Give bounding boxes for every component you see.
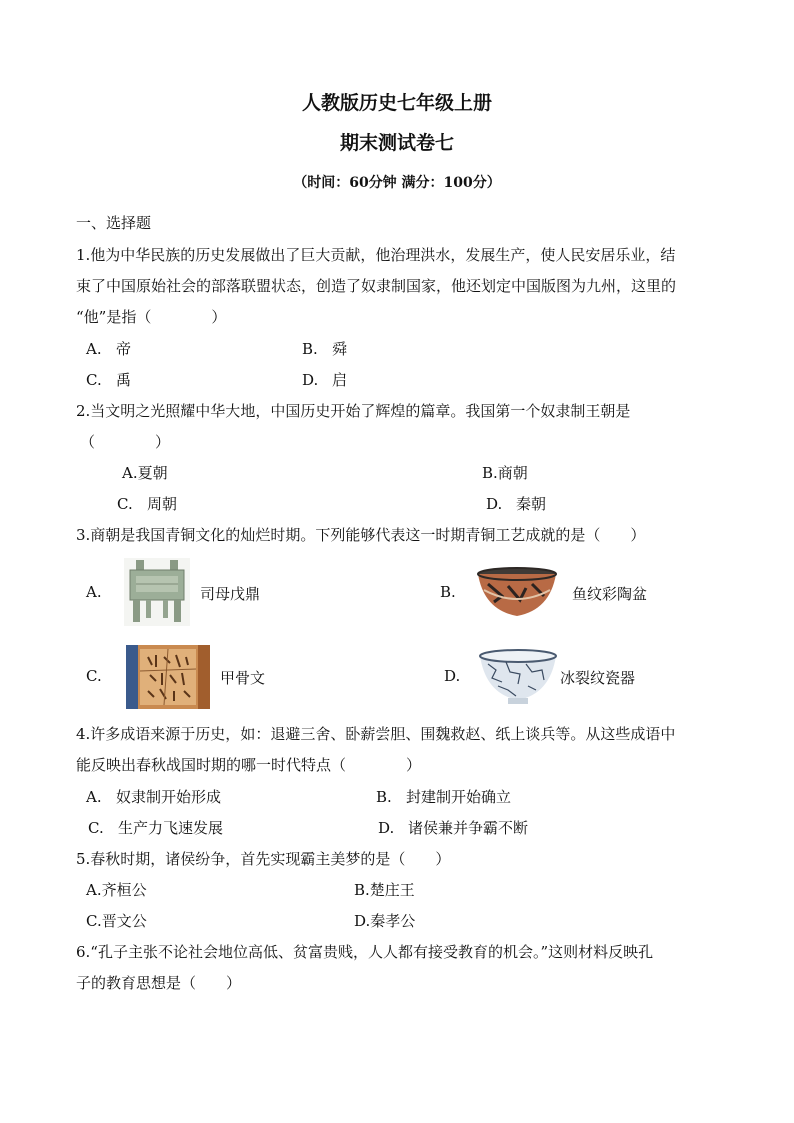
option-text: 生产力飞速发展 — [118, 819, 224, 837]
option-letter: D. — [354, 912, 371, 930]
option-letter: B. — [376, 788, 392, 806]
crackle-porcelain-image — [476, 648, 560, 706]
option-text: 秦朝 — [516, 495, 547, 513]
option-letter: A. — [86, 788, 102, 806]
q3-line-1: 3.商朝是我国青铜文化的灿烂时期。下列能够代表这一时期青铜工艺成就的是（ ） — [76, 526, 646, 544]
q5-line-1: 5.春秋时期，诸侯纷争，首先实现霸主美梦的是（ ） — [76, 850, 451, 868]
q2-line-2: （ ） — [80, 433, 171, 451]
q1-option-c[interactable] — [86, 369, 131, 390]
option-letter: B. — [354, 881, 370, 899]
option-text: 周朝 — [147, 495, 178, 513]
pottery-basin-image — [474, 566, 560, 620]
section-heading: 一、选择题 — [76, 214, 152, 232]
oracle-bone-image — [126, 645, 210, 709]
q2-option-b[interactable] — [482, 462, 528, 483]
option-letter: C. — [86, 371, 102, 389]
option-text: 诸侯兼并争霸不断 — [408, 819, 529, 837]
option-text: 秦孝公 — [370, 912, 416, 930]
q3-option-d-label: 冰裂纹瓷器 — [560, 669, 636, 687]
q3-option-a-letter: A. — [86, 583, 102, 601]
q1-option-b[interactable] — [302, 338, 347, 359]
q4-line-1: 4.许多成语来源于历史，如：退避三舍、卧薪尝胆、围魏救赵、纸上谈兵等。从这些成语中 — [76, 725, 676, 743]
q3-option-b-letter: B. — [440, 583, 456, 601]
q1-line-2: 束了中国原始社会的部落联盟状态，创造了奴隶制国家，他还划定中国版图为九州，这里的 — [76, 277, 677, 295]
option-letter: A. — [122, 464, 138, 482]
q2-option-d[interactable] — [486, 493, 546, 514]
option-text: 帝 — [116, 340, 132, 358]
q4-option-d[interactable] — [378, 817, 528, 838]
option-letter: D. — [378, 819, 395, 837]
page-subtitle: 期末测试卷七 — [339, 132, 454, 154]
option-text: 封建制开始确立 — [406, 788, 512, 806]
option-text: 启 — [332, 371, 348, 389]
option-letter: C. — [117, 495, 133, 513]
option-letter: C. — [86, 912, 102, 930]
q3-option-a-label: 司母戊鼎 — [200, 585, 261, 603]
q3-option-c-label: 甲骨文 — [220, 669, 266, 687]
q4-option-b[interactable] — [376, 786, 511, 807]
option-text: 晋文公 — [101, 912, 147, 930]
q5-option-a[interactable] — [86, 879, 147, 900]
option-letter: D. — [486, 495, 503, 513]
q2-option-a[interactable] — [122, 462, 168, 483]
bronze-ding-image — [124, 558, 190, 626]
q3-option-b-label: 鱼纹彩陶盆 — [572, 585, 648, 603]
q2-option-c[interactable] — [117, 493, 177, 514]
q3-option-c-letter: C. — [86, 667, 102, 685]
q3-option-d-letter: D. — [444, 667, 461, 685]
option-text: 楚庄王 — [369, 881, 415, 899]
option-text: 舜 — [332, 340, 348, 358]
q6-line-2: 子的教育思想是（ ） — [76, 974, 242, 992]
q4-option-a[interactable] — [86, 786, 221, 807]
option-text: 禹 — [116, 371, 132, 389]
option-letter: B. — [482, 464, 498, 482]
option-text: 夏朝 — [137, 464, 168, 482]
option-letter: A. — [86, 881, 102, 899]
q1-line-1: 1.他为中华民族的历史发展做出了巨大贡献，他治理洪水，发展生产，使人民安居乐业，结 — [76, 246, 676, 264]
q1-option-a[interactable] — [86, 338, 131, 359]
q1-option-d[interactable] — [302, 369, 347, 390]
option-letter: A. — [86, 340, 102, 358]
q5-option-c[interactable] — [86, 910, 147, 931]
page-title: 人教版历史七年级上册 — [301, 92, 492, 114]
option-text: 商朝 — [497, 464, 528, 482]
q6-line-1: 6.“孔子主张不论社会地位高低、贫富贵贱，人人都有接受教育的机会。”这则材料反映孔 — [76, 943, 654, 961]
option-letter: C. — [88, 819, 104, 837]
q5-option-b[interactable] — [354, 879, 415, 900]
option-letter: B. — [302, 340, 318, 358]
option-text: 奴隶制开始形成 — [116, 788, 222, 806]
exam-meta: （时间：60分钟 满分：100分） — [293, 175, 501, 191]
q4-line-2: 能反映出春秋战国时期的哪一时代特点（ ） — [76, 756, 422, 774]
q1-line-3: “他”是指（ ） — [76, 308, 227, 326]
q4-option-c[interactable] — [88, 817, 223, 838]
option-letter: D. — [302, 371, 319, 389]
option-text: 齐桓公 — [101, 881, 147, 899]
q5-option-d[interactable] — [354, 910, 415, 931]
q2-line-1: 2.当文明之光照耀中华大地，中国历史开始了辉煌的篇章。我国第一个奴隶制王朝是 — [76, 402, 631, 420]
